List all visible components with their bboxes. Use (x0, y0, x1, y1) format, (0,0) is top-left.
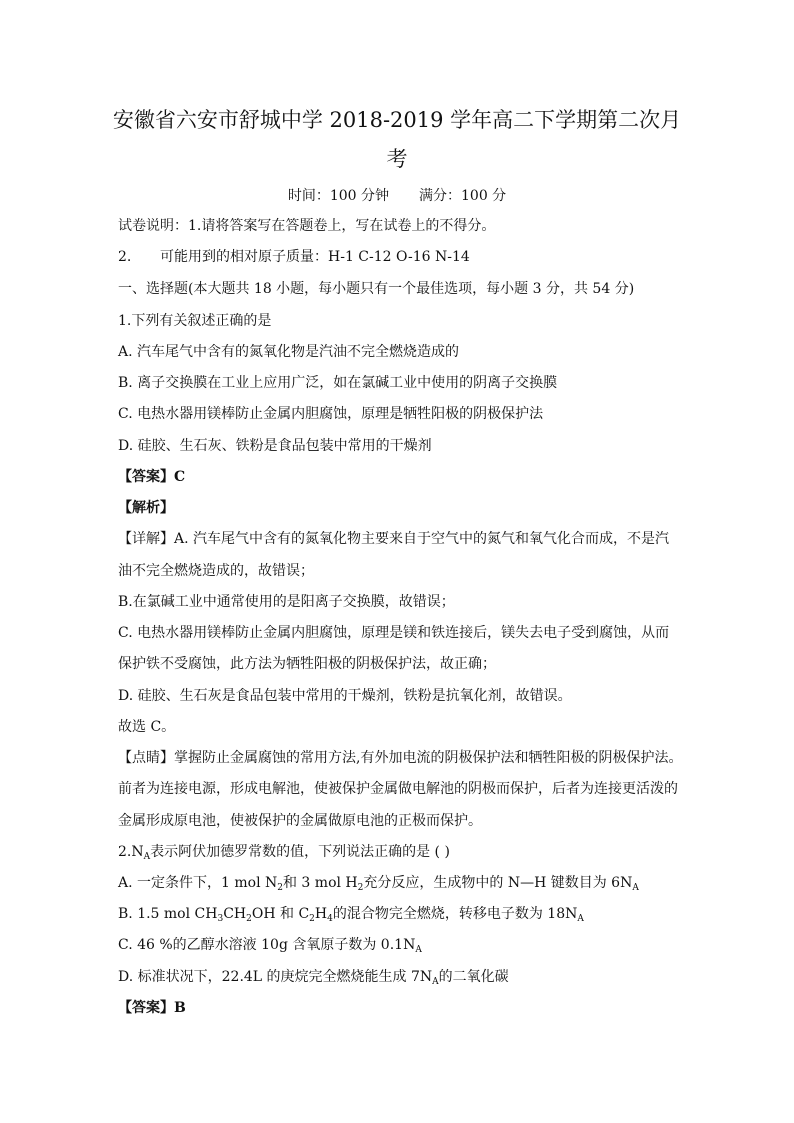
question-1-detail-5: 保护铁不受腐蚀，此方法为牺牲阳极的阴极保护法，故正确； (118, 656, 496, 672)
option-text: 的二氧化碳 (438, 969, 509, 985)
subscript: A (577, 914, 584, 924)
exam-meta (0, 186, 794, 206)
instruction-note-2-text: 可能用到的相对原子质量：H-1 C-12 O-16 N-14 (160, 249, 470, 265)
question-1-choice: 故选 C。 (118, 719, 176, 735)
question-1-option-d: D. 硅胶、生石灰、铁粉是食品包装中常用的干燥剂 (118, 438, 432, 454)
question-1-tip-2: 前者为连接电源，形成电解池，使被保护金属做电解池的阴极而保护，后者为连接更活泼的 (118, 781, 678, 797)
question-1-detail-1: 【详解】A. 汽车尾气中含有的氮氧化物主要来自于空气中的氮气和氧气化合而成，不是汽 (118, 531, 670, 547)
instruction-note-2-number: 2. (118, 249, 132, 265)
subscript: A (432, 977, 439, 987)
question-1-option-c: C. 电热水器用镁棒防止金属内胆腐蚀，原理是牺牲阳极的阴极保护法 (118, 406, 544, 422)
option-text: B. 1.5 mol CH (118, 906, 218, 922)
question-1-analysis-label: 【解析】 (118, 500, 174, 516)
option-text: OH 和 C (251, 906, 310, 922)
question-2-option-a (118, 873, 698, 893)
document-title-line1: 安徽省六安市舒城中学 2018-2019 学年高二下学期第二次月 (112, 108, 682, 132)
question-2-stem (118, 842, 698, 862)
question-1-detail-2: 油不完全燃烧造成的，故错误； (118, 563, 314, 579)
instruction-note-2 (118, 247, 698, 267)
question-2-option-b (118, 904, 698, 924)
section-heading: 一、选择题(本大题共 18 小题，每小题只有一个最佳选项，每小题 3 分，共 54 分) (118, 281, 635, 297)
question-1-tip-1: 【点睛】掌握防止金属腐蚀的常用方法,有外加电流的阴极保护法和牺牲阳极的阴极保护法。 (118, 750, 683, 766)
question-1-answer: 【答案】C (118, 469, 186, 485)
option-text: D. 标准状况下，22.4L 的庚烷完全燃烧能生成 7N (118, 969, 433, 985)
question-2-option-c (118, 935, 698, 955)
subscript: 3 (217, 914, 224, 924)
document-title-line2: 考 (386, 147, 408, 171)
question-2-stem-part: 表示阿伏加德罗常数的值，下列说法正确的是 ( ) (150, 844, 450, 860)
question-2-stem-part: 2.N (118, 844, 144, 860)
question-1-tip-3: 金属形成原电池，使被保护的金属做原电池的正极而保护。 (118, 813, 482, 829)
subscript: 4 (327, 914, 333, 924)
question-1-stem: 1.下列有关叙述正确的是 (118, 313, 272, 329)
question-1-option-a: A. 汽车尾气中含有的氮氧化物是汽油不完全燃烧造成的 (118, 344, 460, 360)
question-1-detail-3: B.在氯碱工业中通常使用的是阳离子交换膜，故错误； (118, 594, 455, 610)
subscript: 2 (357, 883, 364, 893)
subscript: A (143, 852, 151, 862)
subscript: 2 (309, 914, 315, 924)
subscript: A (632, 883, 639, 893)
exam-time: 时间：100 分钟 (287, 188, 389, 204)
option-text: CH (223, 906, 247, 922)
option-text: A. 一定条件下，1 mol N (118, 875, 278, 891)
instruction-note-1: 试卷说明：1.请将答案写在答题卷上，写在试卷上的不得分。 (118, 218, 496, 234)
option-text: H (314, 906, 328, 922)
option-text: 充分反应，生成物中的 N—H 键数目为 6N (363, 875, 633, 891)
question-1-option-b: B. 离子交换膜在工业上应用广泛，如在氯碱工业中使用的阴离子交换膜 (118, 375, 558, 391)
option-text: C. 46 %的乙醇水溶液 10g 含氧原子数为 0.1N (118, 937, 416, 953)
subscript: 2 (246, 914, 252, 924)
subscript: 2 (277, 883, 283, 893)
subscript: A (415, 945, 422, 955)
question-2-option-d (118, 967, 698, 987)
option-text: 和 3 mol H (282, 875, 358, 891)
option-text: 的混合物完全燃烧，转移电子数为 18N (332, 906, 578, 922)
question-1-detail-4: C. 电热水器用镁棒防止金属内胆腐蚀，原理是镁和铁连接后，镁失去电子受到腐蚀，从而 (118, 625, 670, 641)
question-1-detail-6: D. 硅胶、生石灰是食品包装中常用的干燥剂，铁粉是抗氧化剂，故错误。 (118, 688, 572, 704)
question-2-answer: 【答案】B (118, 1000, 186, 1016)
exam-score: 满分：100 分 (419, 188, 507, 204)
